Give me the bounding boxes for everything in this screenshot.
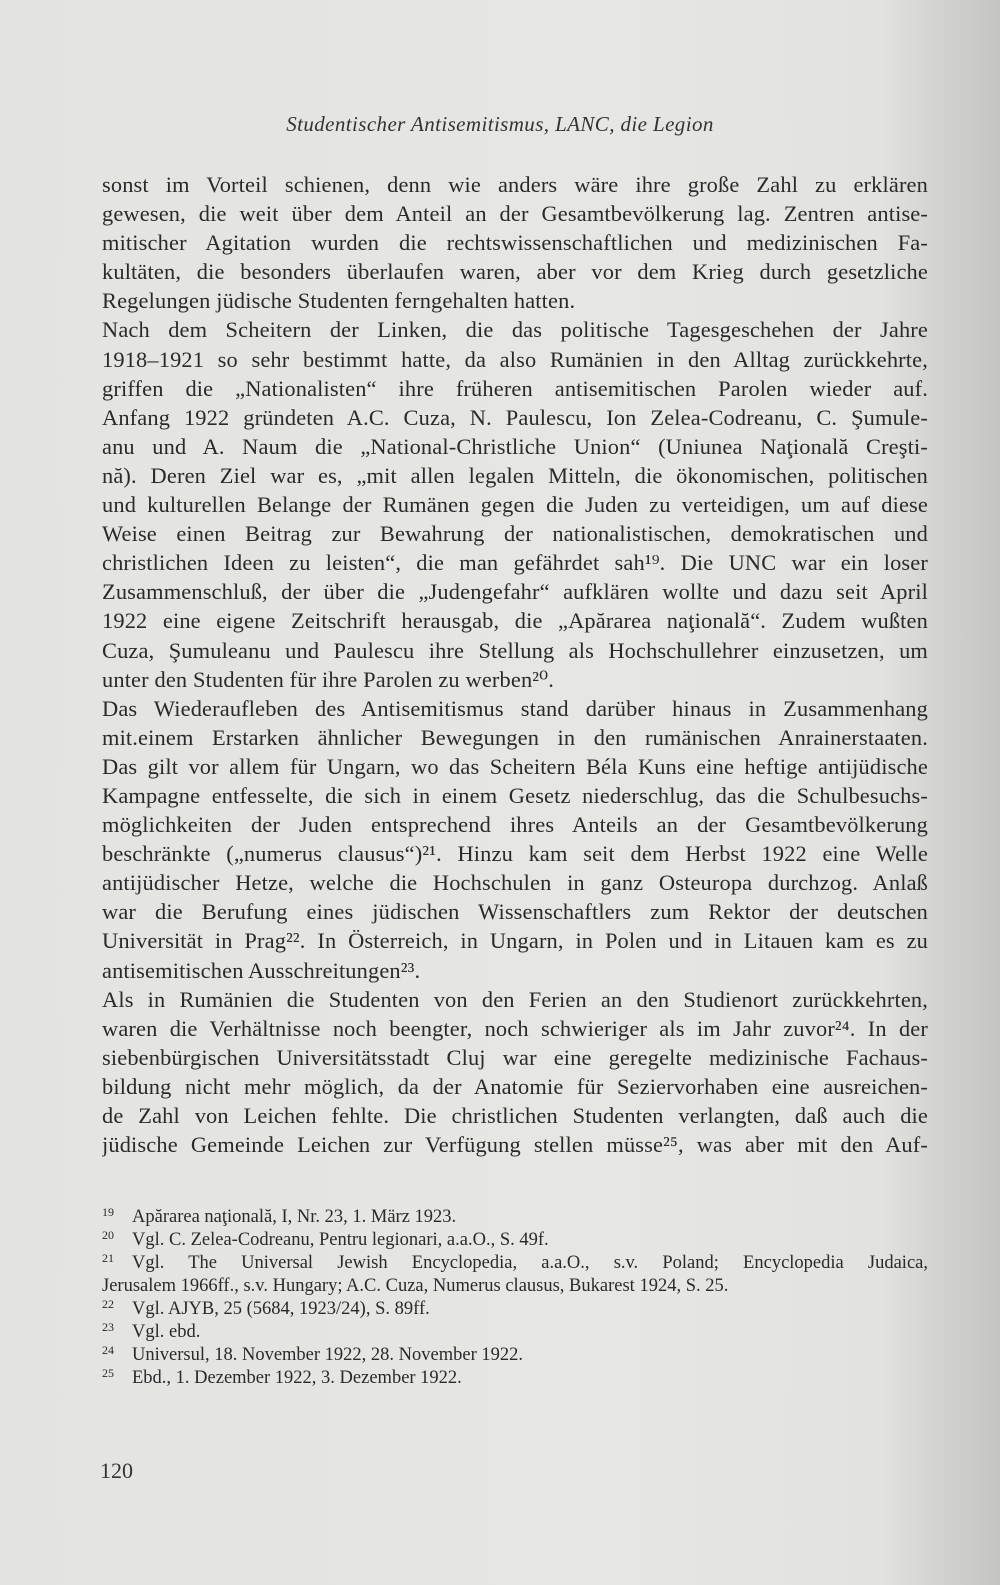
body-line: antijüdischer Hetze, welche die Hochschulen in ganz Osteuropa durchzog. Anlaß: [102, 870, 928, 896]
body-line: Anfang 1922 gründeten A.C. Cuza, N. Paulescu, Ion Zelea-Codreanu, C. Şumule-: [102, 404, 928, 430]
body-line: gewesen, die weit über dem Anteil an der Gesamtbevölkerung lag. Zentren antise-: [102, 201, 928, 227]
footnote-number: 22: [102, 1297, 114, 1311]
body-line: griffen die „Nationalisten“ ihre früheren antisemitischen Parolen wieder auf.: [102, 375, 928, 401]
page-number: 120: [100, 1458, 133, 1483]
body-line: christlichen Ideen zu leisten“, die man gefährdet sah¹⁹. Die UNC war ein loser: [102, 550, 928, 576]
running-head: Studentischer Antisemitismus, LANC, die Legion: [286, 112, 714, 136]
footnote-text: Vgl. ebd.: [132, 1322, 201, 1342]
body-line: siebenbürgischen Universitätsstadt Cluj war eine geregelte medizinische Fachaus-: [102, 1044, 928, 1070]
body-line: antisemitischen Ausschreitungen²³.: [102, 957, 421, 983]
footnote: [102, 1344, 928, 1367]
body-line: jüdische Gemeinde Leichen zur Verfügung stellen müsse²⁵, was aber mit den Auf-: [102, 1132, 928, 1158]
footnote: [102, 1298, 928, 1321]
footnote-text: Apărarea naţională, I, Nr. 23, 1. März 1923.: [132, 1207, 457, 1227]
body-line: Universität in Prag²². In Österreich, in Ungarn, in Polen und in Litauen kam es zu: [102, 928, 928, 954]
body-line: nă). Deren Ziel war es, „mit allen legalen Mitteln, die ökonomischen, politischen: [102, 462, 928, 488]
body-line: mitischer Agitation wurden die rechtswissenschaftlichen und medizinischen Fa-: [102, 230, 928, 256]
body-line: Das Wiederaufleben des Antisemitismus stand darüber hinaus in Zusammenhang: [102, 695, 928, 721]
body-line: de Zahl von Leichen fehlte. Die christlichen Studenten verlangten, daß auch die: [102, 1103, 928, 1128]
footnote-number: 19: [102, 1205, 114, 1219]
body-line: 1922 eine eigene Zeitschrift herausgab, die „Apărarea naţională“. Zudem wußten: [102, 608, 928, 634]
footnote: [102, 1275, 928, 1298]
footnote: [102, 1252, 928, 1275]
body-line: war die Berufung eines jüdischen Wissenschaftlers zum Rektor der deutschen: [102, 899, 928, 925]
footnote-number: 21: [102, 1251, 114, 1265]
body-line: Regelungen jüdische Studenten ferngehalten hatten.: [102, 288, 576, 314]
body-line: Nach dem Scheitern der Linken, die das politische Tagesgeschehen der Jahre: [102, 317, 928, 343]
footnote: [102, 1229, 928, 1252]
body-line: Kampagne entfesselte, die sich in einem Gesetz niederschlug, das die Schulbesuchs-: [102, 782, 928, 808]
body-line: unter den Studenten für ihre Parolen zu werben²⁰.: [102, 666, 555, 692]
body-line: und kulturellen Belange der Rumänen gegen die Juden zu verteidigen, um auf diese: [102, 492, 928, 518]
body-line: Als in Rumänien die Studenten von den Ferien an den Studienort zurückkehrten,: [102, 986, 928, 1012]
body-line: Zusammenschluß, der über die „Judengefahr“ aufklären wollte und dazu seit April: [102, 579, 928, 605]
body-line: anu und A. Naum die „National-Christliche Union“ (Uniunea Naţională Creşti-: [102, 433, 928, 459]
body-line: sonst im Vorteil schienen, denn wie anders wäre ihre große Zahl zu erklären: [102, 172, 928, 197]
body-text: [102, 170, 928, 1159]
footnote-number: 20: [102, 1228, 114, 1242]
body-line: waren die Verhältnisse noch beengter, noch schwieriger als im Jahr zuvor²⁴. In der: [102, 1015, 928, 1041]
footnote-text: Jerusalem 1966ff., s.v. Hungary; A.C. Cuza, Numerus clausus, Bukarest 1924, S. 25.: [102, 1276, 729, 1296]
footnote-text: Vgl. C. Zelea-Codreanu, Pentru legionari, a.a.O., S. 49f.: [132, 1230, 549, 1250]
body-line: beschränkte („numerus clausus“)²¹. Hinzu kam seit dem Herbst 1922 eine Welle: [102, 841, 928, 867]
footnote-number: 25: [102, 1366, 114, 1380]
footnote: [102, 1321, 928, 1344]
footnote-text: Ebd., 1. Dezember 1922, 3. Dezember 1922.: [132, 1368, 462, 1388]
body-line: kultäten, die besonders überlaufen waren, aber vor dem Krieg durch gesetzliche: [102, 259, 928, 285]
body-line: möglichkeiten der Juden entsprechend ihres Anteils an der Gesamtbevölkerung: [102, 812, 928, 838]
footnote-text: Vgl. AJYB, 25 (5684, 1923/24), S. 89ff.: [132, 1299, 430, 1319]
footnote-text: Universul, 18. November 1922, 28. November 1922.: [132, 1345, 524, 1365]
footnote: [102, 1206, 928, 1229]
body-line: Cuza, Şumuleanu und Paulescu ihre Stellung als Hochschullehrer einzusetzen, um: [102, 637, 928, 663]
footnote: [102, 1367, 928, 1390]
body-line: Weise einen Beitrag zur Bewahrung der nationalistischen, demokratischen und: [102, 521, 928, 547]
body-line: bildung nicht mehr möglich, da der Anatomie für Seziervorhaben eine ausreichen-: [102, 1073, 928, 1099]
body-line: Das gilt vor allem für Ungarn, wo das Scheitern Béla Kuns eine heftige antijüdische: [102, 753, 928, 779]
footnote-number: 23: [102, 1320, 114, 1334]
footnote-text: Vgl. The Universal Jewish Encyclopedia, a.a.O., s.v. Poland; Encyclopedia Judaica,: [132, 1253, 928, 1273]
body-line: 1918–1921 so sehr bestimmt hatte, da also Rumänien in den Alltag zurückkehrte,: [102, 346, 928, 372]
footnotes: [102, 1206, 928, 1390]
footnote-number: 24: [102, 1343, 114, 1357]
body-line: mit.einem Erstarken ähnlicher Bewegungen in den rumänischen Anrainerstaaten.: [102, 724, 928, 750]
